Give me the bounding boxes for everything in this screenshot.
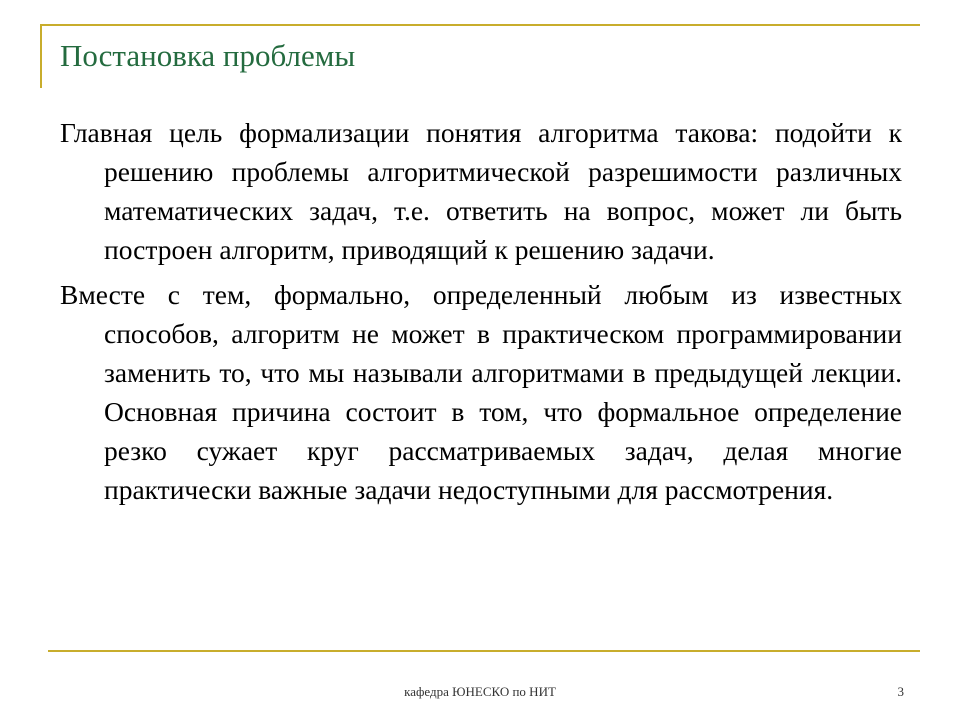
footer-rule	[48, 650, 920, 652]
footer-department: кафедра ЮНЕСКО по НИТ	[404, 684, 556, 699]
page-number: 3	[897, 684, 904, 699]
slide-title: Постановка проблемы	[60, 38, 356, 73]
slide-body	[60, 113, 902, 515]
title-left-rule	[40, 24, 42, 88]
body-paragraph-limitation: Вместе с тем, формально, определенный любым из известных способов, алгоритм не может в практическом программировании заменить то, что мы называли алгоритмами в предыдущей лекции. Основная причина состоит в том, что формальное определение резко сужает круг рассматриваемых задач, делая многие практически важные задачи недоступными для рассмотрения.	[60, 279, 902, 505]
title-top-rule	[40, 24, 920, 26]
body-paragraph-goal: Главная цель формализации понятия алгоритма такова: подойти к решению проблемы алгоритмической разрешимости различных математических задач, т.е. ответить на вопрос, может ли быть построен алгоритм, приводящий к решению задачи.	[60, 117, 902, 265]
